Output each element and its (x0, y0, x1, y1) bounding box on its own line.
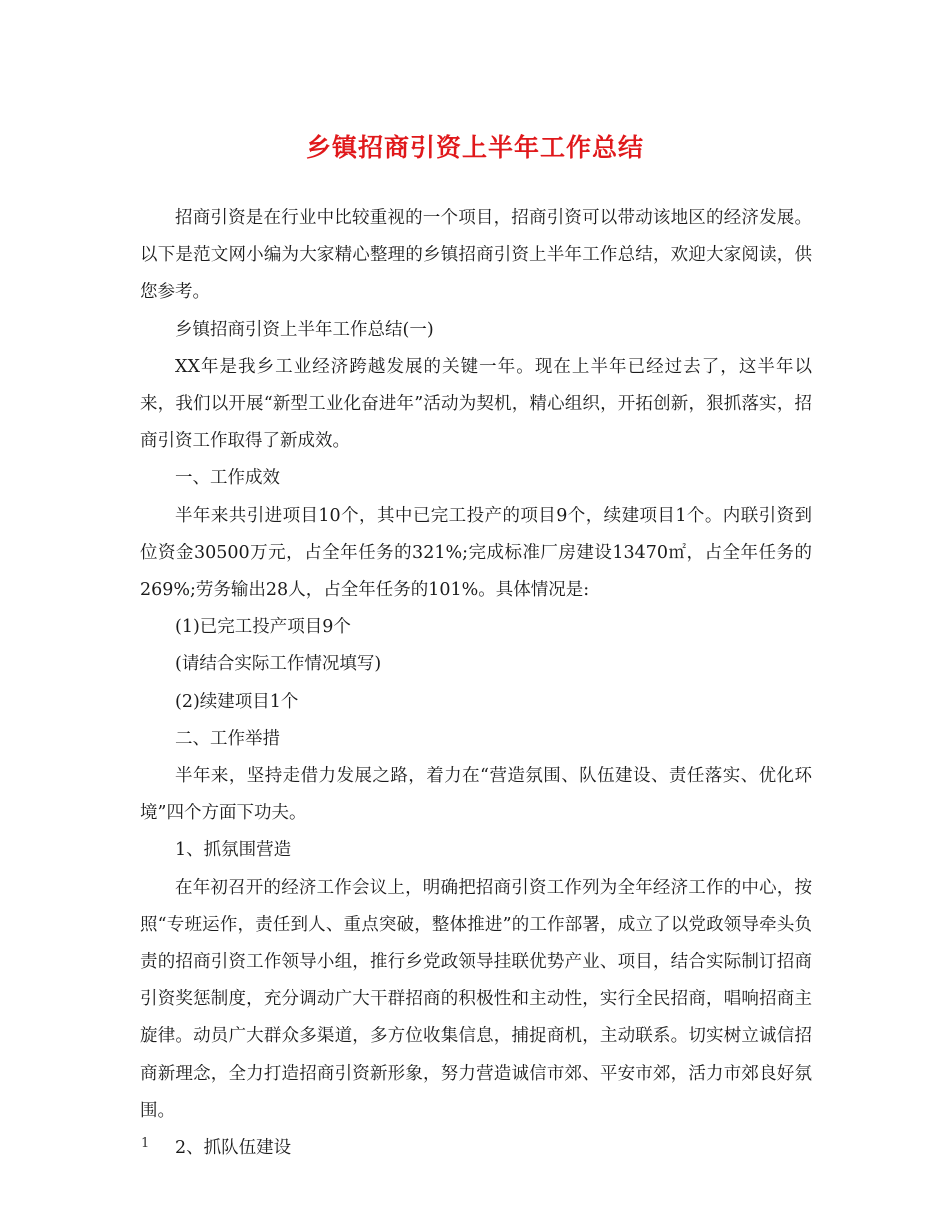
list-item-completed-projects: (1)已完工投产项目9个 (175, 617, 351, 638)
intro-paragraph: 招商引资是在行业中比较重视的一个项目，招商引资可以带动该地区的经济发展。以下是范文网小编为大家精心整理的乡镇招商引资上半年工作总结，欢迎大家阅读，供您参考。 (140, 208, 812, 303)
document-title: 乡镇招商引资上半年工作总结 (305, 133, 644, 162)
results-paragraph: 半年来共引进项目10个，其中已完工投产的项目9个，续建项目1个。内联引资到位资金30500万元，占全年任务的321%;完成标准厂房建设13470㎡，占全年任务的269%;劳务输出28人，占全年任务的101%。具体情况是: (140, 505, 812, 601)
list-item-ongoing-projects: (2)续建项目1个 (175, 691, 299, 712)
opening-paragraph: XX年是我乡工业经济跨越发展的关键一年。现在上半年已经过去了，这半年以来，我们以开展“新型工业化奋进年”活动为契机，精心组织，开拓创新，狠抓落实，招商引资工作取得了新成效。 (140, 356, 812, 452)
measures-paragraph: 半年来，坚持走借力发展之路，着力在“营造氛围、队伍建设、责任落实、优化环境”四个方面下功夫。 (140, 766, 812, 824)
subheading-team-building: 2、抓队伍建设 (175, 1138, 292, 1159)
atmosphere-paragraph: 在年初召开的经济工作会议上，明确把招商引资工作列为全年经济工作的中心，按照“专班运作，责任到人、重点突破，整体推进”的工作部署，成立了以党政领导牵头负责的招商引资工作领导小组，推行乡党政领导挂联优势产业、项目，结合实际制订招商引资奖惩制度，充分调动广大干群招商的积极性和主动性，实行全民招商，唱响招商主旋律。动员广大群众多渠道，多方位收集信息，捕捉商机，主动联系。切实树立诚信招商新理念，全力打造招商引资新形象，努力营造诚信市郊、平安市郊，活力市郊良好氛围。 (140, 877, 812, 1121)
page-number: 1 (141, 1136, 150, 1151)
heading-work-measures: 二、工作举措 (175, 728, 280, 749)
fill-in-note: (请结合实际工作情况填写) (175, 654, 382, 675)
subheading-atmosphere: 1、抓氛围营造 (175, 840, 292, 861)
document-body (140, 200, 812, 1167)
heading-work-results: 一、工作成效 (175, 468, 280, 489)
section-subtitle: 乡镇招商引资上半年工作总结(一) (175, 319, 434, 340)
